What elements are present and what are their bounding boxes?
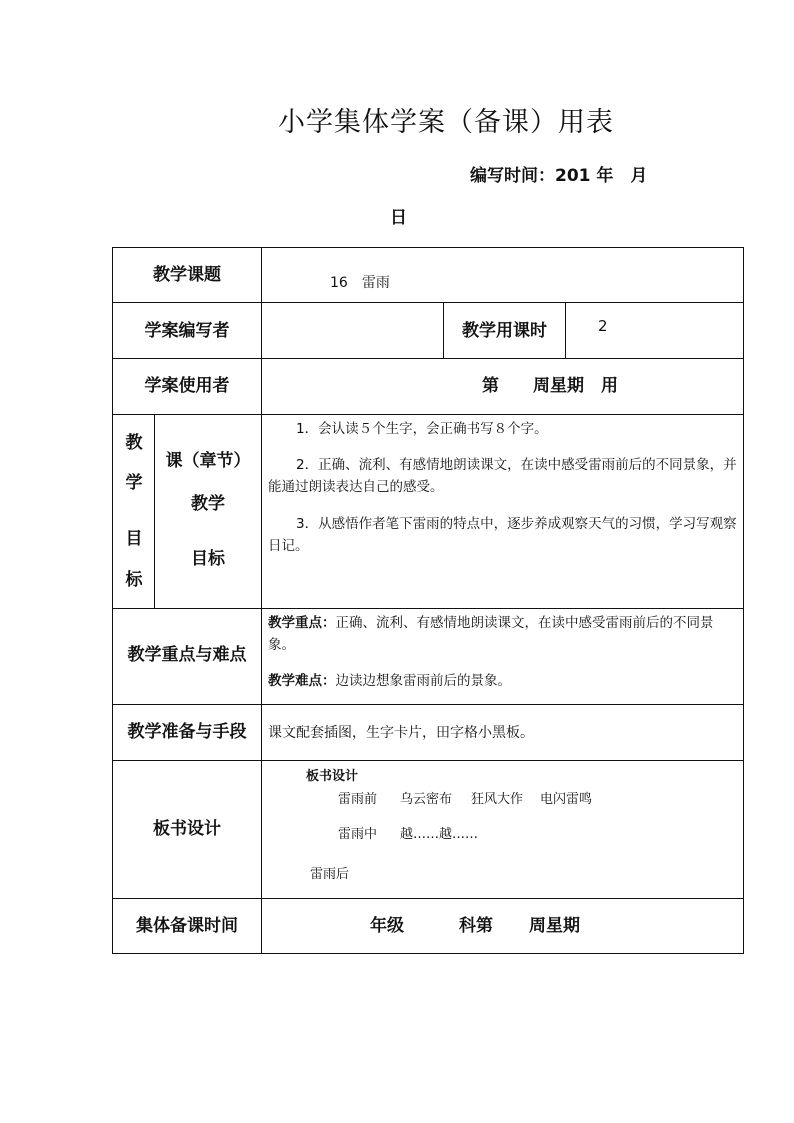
key-focus-label: 教学重点： [268, 615, 336, 631]
table-border-left [112, 247, 113, 954]
goals-inner-label: 课（章节） [165, 451, 251, 471]
key-difficulty-text: 边读边想象雷雨前后的景象。 [335, 673, 511, 689]
hours-label: 教学用课时 [462, 321, 547, 341]
board-cell: 雷雨中 [338, 827, 378, 842]
collective-subject: 科第 [459, 916, 493, 936]
collective-label: 集体备课时间 [136, 916, 238, 936]
author-label: 学案编写者 [144, 321, 230, 341]
board-heading: 板书设计 [306, 769, 359, 784]
row-divider [112, 414, 744, 415]
hours-divider-right [565, 302, 566, 358]
collective-grade: 年级 [370, 916, 404, 936]
row-divider [112, 608, 744, 609]
goal-item: 3．从感悟作者笔下雷雨的特点中，逐步养成观察天气的习惯，学习写观察日记。 [268, 516, 737, 554]
user-label: 学案使用者 [144, 376, 230, 396]
table-border-right [743, 247, 744, 954]
goals-outer-label: 标 [125, 570, 143, 590]
prep-label: 教学准备与手段 [127, 722, 247, 742]
goal-item: 2．正确、流利、有感情地朗读课文，在读中感受雷雨前后的不同景象，并能通过朗读表达自己的感受。 [268, 457, 737, 495]
writing-date-day: 日 [390, 208, 407, 228]
writing-date: 编写时间：201 年 月 [470, 166, 648, 186]
hours-value: 2 [598, 317, 608, 335]
goal-item: 1．会认读５个生字，会正确书写８个字。 [296, 421, 548, 437]
collective-week: 周星期 [529, 916, 580, 936]
topic-label: 教学课题 [153, 265, 221, 285]
goals-inner-label: 目标 [191, 549, 225, 569]
goals-inner-label: 教学 [191, 494, 225, 514]
key-difficulty-label: 教学难点： [268, 673, 336, 689]
key-label: 教学重点与难点 [127, 645, 247, 665]
table-border-bottom [112, 953, 744, 954]
row-divider [112, 704, 744, 705]
row-divider [112, 358, 744, 359]
page-title: 小学集体学案（备课）用表 [278, 107, 614, 138]
column-divider [261, 247, 262, 954]
prep-value: 课文配套插图，生字卡片，田字格小黑板。 [268, 725, 534, 741]
key-focus [268, 612, 738, 656]
board-cell: 电闪雷鸣 [540, 792, 593, 807]
board-cell: 狂风大作 [471, 792, 524, 807]
table-border-top [112, 247, 744, 248]
row-divider [112, 302, 744, 303]
board-label: 板书设计 [153, 819, 221, 839]
user-value: 第 周星期 用 [482, 376, 618, 396]
board-cell: 雷雨后 [310, 867, 350, 882]
goals-outer-label: 目 [125, 529, 143, 549]
topic-value: 16 雷雨 [330, 275, 390, 291]
key-focus-text: 正确、流利、有感情地朗读课文，在读中感受雷雨前后的不同景象。 [268, 615, 714, 653]
row-divider [112, 898, 744, 899]
key-difficulty [268, 670, 738, 692]
row-divider [112, 760, 744, 761]
board-cell: 雷雨前 [338, 792, 378, 807]
board-cell: 乌云密布 [400, 792, 453, 807]
board-cell: 越……越…… [400, 827, 479, 842]
goals-outer-label: 学 [125, 473, 143, 493]
goals-outer-label: 教 [125, 433, 143, 453]
